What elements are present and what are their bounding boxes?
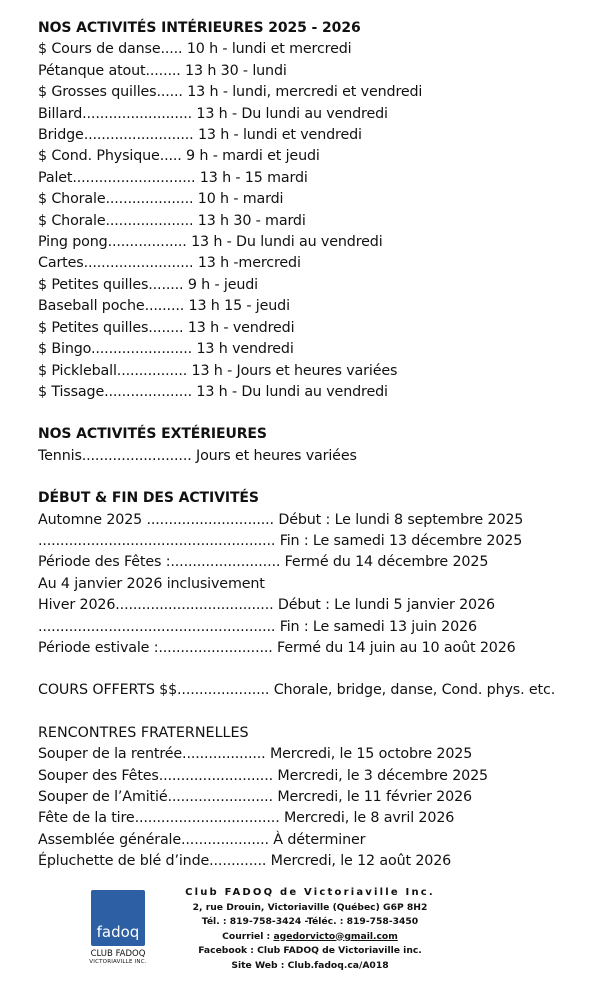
interior-row: Bridge......................... 13 h - lundi et vendredi [38,127,362,144]
email-line [175,930,445,945]
club-name: Club FADOQ de Victoriaville Inc. [185,887,435,898]
website[interactable]: Site Web : Club.fadoq.ca/A018 [231,959,389,971]
meetings-list [38,744,583,872]
spacer [38,403,583,424]
schedule-row: Au 4 janvier 2026 inclusivement [38,575,265,592]
logo-box [91,890,145,946]
interior-row: Baseball poche......... 13 h 15 - jeudi [38,298,290,315]
interior-row: $ Petites quilles........ 9 h - jeudi [38,276,258,293]
interior-row: $ Bingo....................... 13 h vendredi [38,341,294,358]
schedule-row: Période estivale :.......................... Fermé du 14 juin au 10 août 2026 [38,639,516,656]
logo-city: VICTORIAVILLE INC. [89,959,147,965]
meeting-row: Souper de l’Amitié........................ Mercredi, le 11 février 2026 [38,789,472,805]
meeting-row: Fête de la tire................................. Mercredi, le 8 avril 2026 [38,810,455,827]
schedule-row: ...................................................... Fin : Le samedi 13 décembre 2025 [38,532,523,549]
schedule-title: DÉBUT & FIN DES ACTIVITÉS [38,490,259,507]
email-link[interactable]: agedorvicto@gmail.com [273,930,398,942]
interior-row: $ Tissage.................... 13 h - Du lundi au vendredi [38,383,388,400]
logo-word: fadoq [96,923,140,941]
address: 2, rue Drouin, Victoriaville (Québec) G6P 8H2 [192,901,428,913]
interior-row: Cartes......................... 13 h -mercredi [38,255,301,272]
interior-row: Palet............................ 13 h - 15 mardi [38,169,308,186]
interior-row: Ping pong.................. 13 h - Du lundi au vendredi [38,234,383,251]
fadoq-logo [78,890,158,965]
schedule-row: Période des Fêtes :......................... Fermé du 14 décembre 2025 [38,554,489,571]
interior-row: $ Grosses quilles...... 13 h - lundi, mercredi et vendredi [38,84,423,101]
interior-row: Pétanque atout........ 13 h 30 - lundi [38,62,287,79]
meetings-title: RENCONTRES FRATERNELLES [38,724,249,741]
meeting-row: Assemblée générale.................... À déterminer [38,831,366,848]
exterior-title: NOS ACTIVITÉS EXTÉRIEURES [38,426,267,443]
schedule-list [38,510,583,660]
courses-row: COURS OFFERTS $$..................... Chorale, bridge, danse, Cond. phys. etc. [38,682,556,699]
interior-row: $ Cond. Physique..... 9 h - mardi et jeudi [38,148,320,165]
spacer [38,702,583,723]
activities-document [38,18,583,873]
interior-row: $ Chorale.................... 13 h 30 - mardi [38,212,306,229]
exterior-row: Tennis......................... Jours et heures variées [38,447,357,464]
logo-club-name: CLUB FADOQ [90,949,146,959]
interior-row: $ Cours de danse..... 10 h - lundi et mercredi [38,41,352,58]
interior-row: $ Petites quilles........ 13 h - vendredi [38,319,295,336]
spacer [38,467,583,488]
interior-row: Billard......................... 13 h - Du lundi au vendredi [38,105,388,122]
phone: Tél. : 819-758-3424 -Téléc. : 819-758-3450 [201,916,419,927]
interior-title: NOS ACTIVITÉS INTÉRIEURES 2025 - 2026 [38,20,361,36]
schedule-row: Hiver 2026.................................... Début : Le lundi 5 janvier 2026 [38,597,495,614]
interior-list [38,39,583,403]
facebook: Facebook : Club FADOQ de Victoriaville inc. [198,945,422,956]
interior-row: $ Pickleball................ 13 h - Jours et heures variées [38,362,398,379]
meeting-row: Épluchette de blé d’inde............. Mercredi, le 12 août 2026 [38,853,452,870]
meeting-row: Souper des Fêtes.......................... Mercredi, le 3 décembre 2025 [38,767,489,784]
spacer [38,659,583,680]
footer [0,884,600,984]
contact-block [175,886,445,973]
interior-row: $ Chorale.................... 10 h - mardi [38,191,284,208]
email-label: Courriel : [222,930,274,942]
schedule-row: ...................................................... Fin : Le samedi 13 juin 2026 [38,618,477,635]
schedule-row: Automne 2025 ............................. Début : Le lundi 8 septembre 2025 [38,511,524,528]
meeting-row: Souper de la rentrée................... Mercredi, le 15 octobre 2025 [38,746,473,763]
